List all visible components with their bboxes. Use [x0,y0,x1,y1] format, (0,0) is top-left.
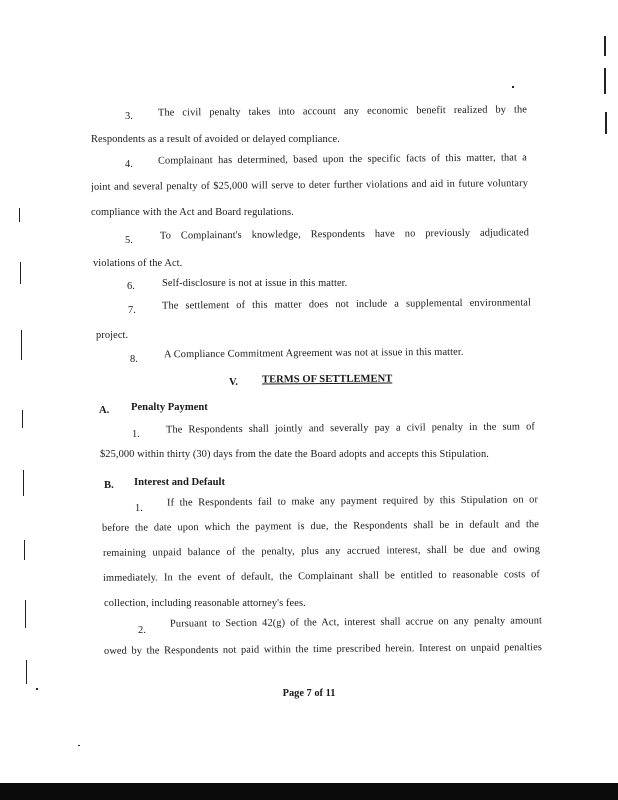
scan-artifact [25,600,26,628]
paragraph-6-line-1: Self-disclosure is not at issue in this matter. [162,278,348,289]
paragraph-b1-line-3: remaining unpaid balance of the penalty, plus any accrued interest, shall be due and owing [102,544,541,559]
section-number: V. [229,377,238,388]
paragraph-4-line-1: Complainant has determined, based upon the specific facts of this matter, that a [157,152,528,167]
paragraph-3-line-1: The civil penalty takes into account any economic benefit realized by the [157,104,528,119]
paragraph-number: 5. [125,235,133,246]
paragraph-b1-line-1: If the Respondents fail to make any payment required by this Stipulation on or [166,494,539,509]
paragraph-7-line-1: The settlement of this matter does not include a supplemental environmental [161,297,532,312]
paragraph-5-line-1: To Complainant's knowledge, Respondents have no previously adjudicated [159,227,530,242]
paragraph-a1-line-2: $25,000 within thirty (30) days from the date the Board adopts and accepts this Stipulation. [100,449,489,460]
paragraph-number: 3. [125,111,133,122]
paragraph-4-line-2: joint and several penalty of $25,000 will serve to deter further violations and aid in future voluntary [90,178,529,193]
scan-artifact [22,410,23,428]
paragraph-number: 8. [130,354,138,365]
scan-artifact [26,660,27,684]
subsection-letter: A. [99,405,110,416]
paragraph-b1-line-5: collection, including reasonable attorney's fees. [104,598,306,609]
paragraph-a1-line-1: The Respondents shall jointly and severally pay a civil penalty in the sum of [165,421,536,436]
paragraph-b1-line-2: before the date upon which the payment is due, the Respondents shall be in default and the [101,519,540,534]
paragraph-number: 6. [127,281,135,292]
scan-artifact [23,470,24,496]
paragraph-8-line-1: A Compliance Commitment Agreement was not at issue in this matter. [163,346,464,361]
scan-artifact [604,68,606,94]
paragraph-number: 7. [128,305,136,316]
page-number: Page 7 of 11 [282,688,336,699]
scan-artifact [21,330,22,360]
paragraph-number: 1. [132,429,140,440]
scan-artifact [20,262,21,284]
scan-artifact [512,86,514,88]
paragraph-b2-line-1: Pursuant to Section 42(g) of the Act, interest shall accrue on any penalty amount [169,615,543,630]
paragraph-b2-line-2: owed by the Respondents not paid within the time prescribed herein. Interest on unpaid penalties [103,642,543,657]
scan-artifact [604,36,606,56]
paragraph-3-line-2: Respondents as a result of avoided or delayed compliance. [91,134,340,145]
subsection-title: Interest and Default [134,477,226,488]
paragraph-4-line-3: compliance with the Act and Board regulations. [91,207,294,218]
subsection-title: Penalty Payment [131,402,208,413]
paragraph-number: 2. [138,625,146,636]
paragraph-number: 1. [135,503,143,514]
paragraph-b1-line-4: immediately. In the event of default, the Complainant shall be entitled to reasonable costs of [102,569,541,584]
subsection-letter: B. [104,480,114,491]
paragraph-5-line-2: violations of the Act. [93,258,183,269]
paragraph-number: 4. [125,159,133,170]
scan-edge-bar [0,783,618,800]
section-title: TERMS OF SETTLEMENT [261,373,393,386]
scan-artifact [19,208,20,222]
scan-artifact [36,688,38,690]
scan-artifact [78,745,80,746]
paragraph-7-line-2: project. [96,330,129,341]
scan-artifact [24,540,25,560]
scan-artifact [605,112,607,134]
